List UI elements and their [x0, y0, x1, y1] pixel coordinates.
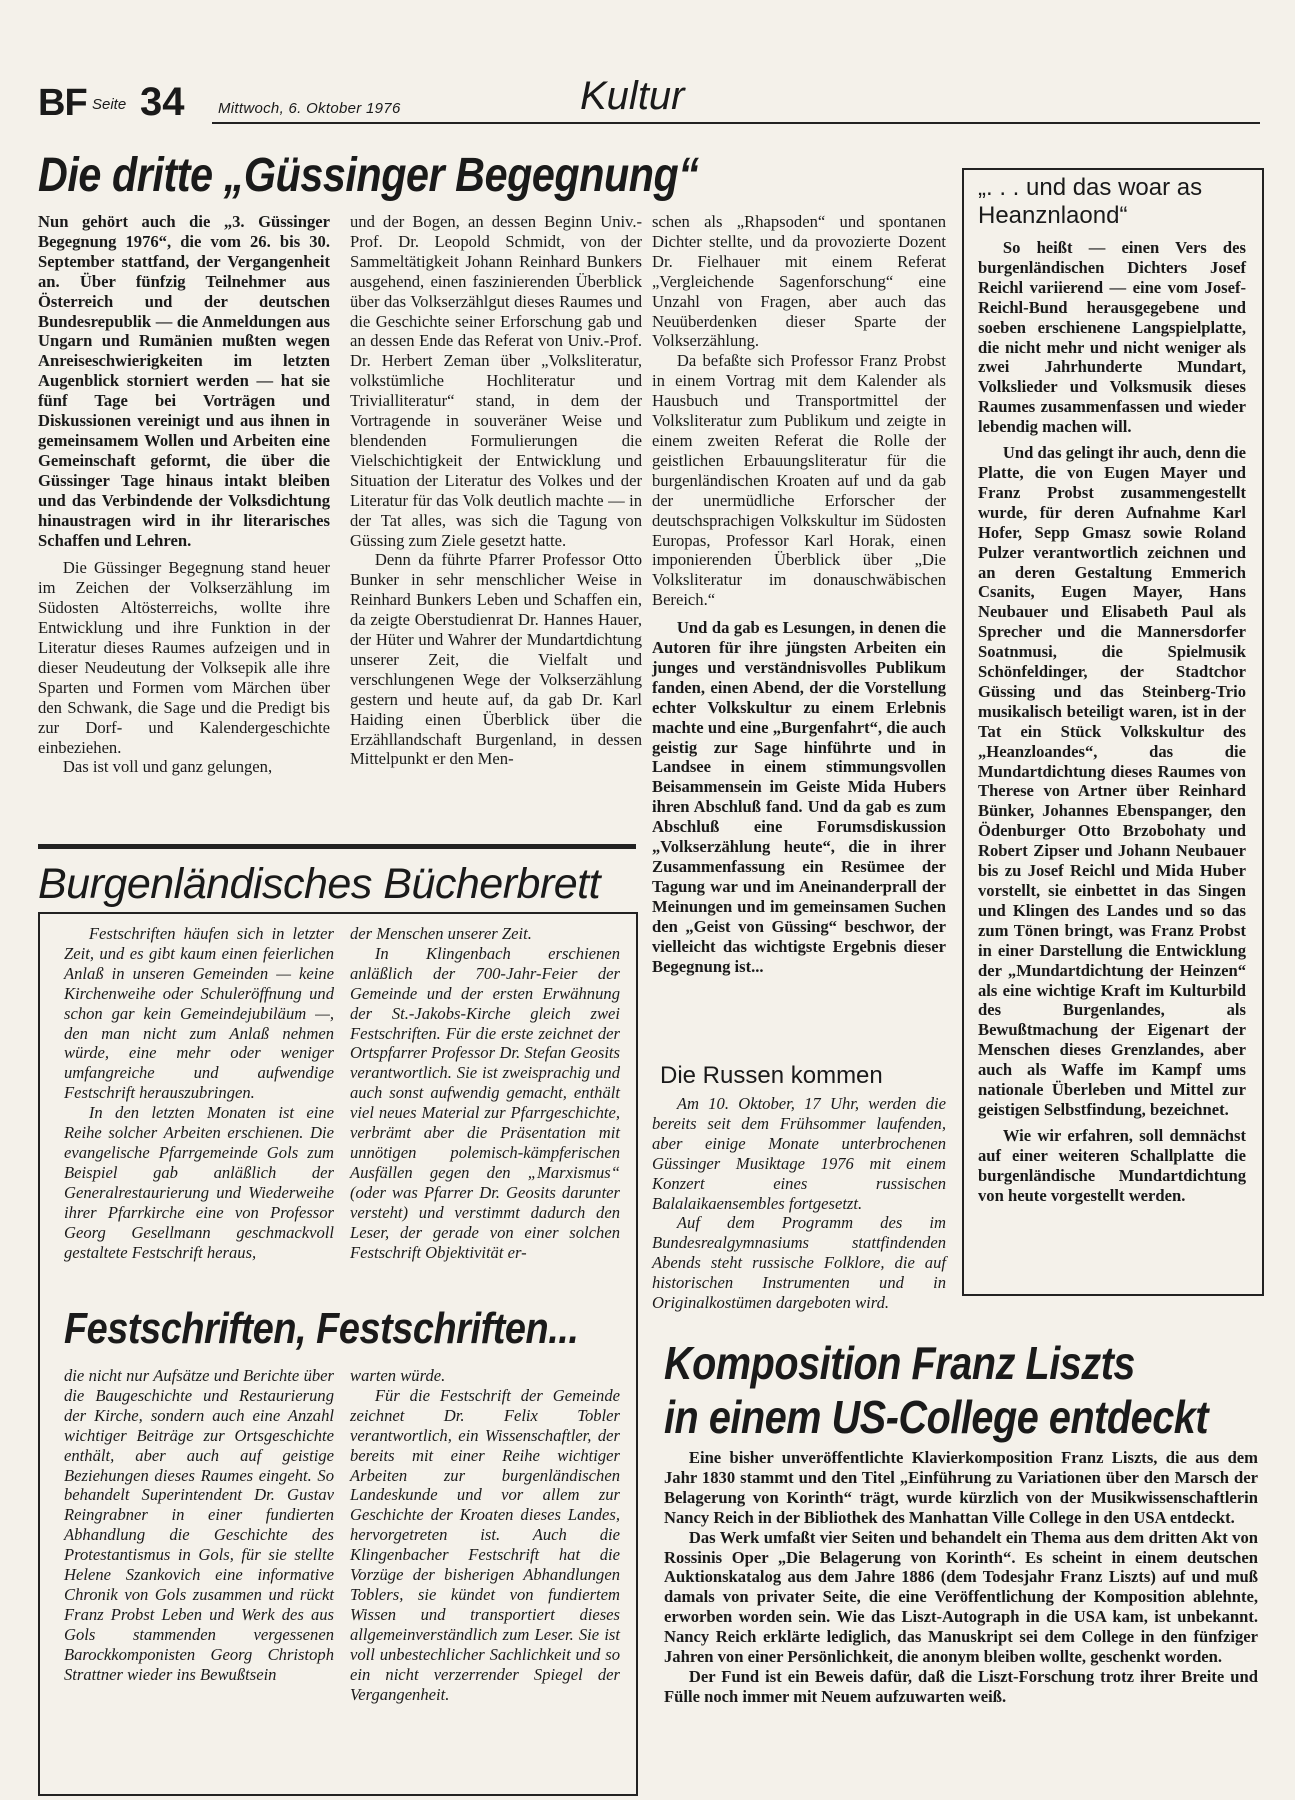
- article-paragraph: Der Fund ist ein Beweis dafür, daß die Liszt-Forschung trotz ihrer Breite und Fülle noch immer mit Neuem aufzuwarten weiß.: [664, 1666, 1258, 1706]
- article-lead: Nun gehört auch die „3. Güssinger Begegnung 1976“, die vom 26. bis 30. September stattfand, der Vergangenheit an. Über fünfzig Teilnehmer aus Österreich und der deutschen Bundesrepublik — die Anmeldungen aus Ungarn und Rumänien mußten wegen Anreiseschwierigkeiten im letzten Augenblick storniert werden — hat sie fünf Tage bei Vorträgen und Diskussionen vereinigt und aus ihnen in gemeinsamem Wollen und Arbeiten eine Gemeinschaft geformt, die über die Güssinger Tage hinaus intakt bleiben und das Verbindende der Volksdichtung hinaustragen wird in ihr literarisches Schaffen und Lehren.: [38, 212, 330, 550]
- buecherbrett-column-4: [350, 1366, 620, 1704]
- article-paragraph: Das ist voll und ganz gelungen,: [62, 757, 273, 777]
- article-paragraph: Festschriften häufen sich in letzter Zeit, und es gibt kaum einen feierlichen Anlaß in unseren Gemeinden — keine Kirchenweihe oder Schuleröffnung und schon gar kein Gemeindejubiläum —, den man nicht zum Anlaß nehmen würde, eine mehr oder weniger umfangreiche und aufwendige Festschrift herauszubringen.: [64, 924, 334, 1103]
- article-paragraph: Das Werk umfaßt vier Seiten und behandelt ein Thema aus dem dritten Akt von Rossinis Oper „Die Belagerung von Korinth“. Es scheint in einem deutschen Auktionskatalog aus dem Jahre 1886 (dem Todesjahr Franz Liszts) auf und muß damals von privater Seite, die eine Veröffentlichung der Komposition ablehnte, erworben worden sein. Wie das Liszt-Autograph in die USA kam, ist unbekannt. Nancy Reich erklärte lediglich, das Manuskript sei dem College in den fünfziger Jahren von einer Persönlichkeit, die anonym bleiben wollte, geschenkt worden.: [664, 1527, 1258, 1667]
- article-paragraph: Für die Festschrift der Gemeinde zeichnet Dr. Felix Tobler verantwortlich, ein Wissenschaftler, der bereits mit einer Reihe wichtiger Arbeiten zur burgenländischen Landeskunde und vor allem zur Geschichte der Kroaten dieses Landes, hervorgetreten ist. Auch die Klingenbacher Festschrift hat die Vorzüge der bisherigen Abhandlungen Toblers, sie kündet von fundiertem Wissen und transportiert dieses allgemeinverständlich zum Leser. Sie ist voll unbestechlicher Sachlichkeit und so ein nicht verzerrender Spiegel der Vergangenheit.: [350, 1385, 620, 1704]
- article-paragraph: So heißt — einen Vers des burgenländischen Dichters Josef Reichl variierend — eine vom Josef-Reichl-Bund herausgegebene und soeben erschienene Langspielplatte, die nicht mehr und nicht weniger als zwei Jahrhunderte Mundart, Volkslieder und Volksmusik dieses Raumes zusammenfassen und wieder lebendig machen will.: [978, 238, 1246, 437]
- article-column-3: [652, 212, 946, 976]
- article-paragraph: Auf dem Programm des im Bundesrealgymnasiums stattfindenden Abends steht russische Folklore, die auf historischen Instrumenten und in Originalkostümen dargeboten wird.: [652, 1213, 946, 1313]
- liszt-title-line-2: in einem US-College entdeckt: [664, 1391, 1209, 1443]
- heanzn-title: „. . . und das woar as Heanznlaond“: [978, 174, 1203, 229]
- article-paragraph: Die Güssinger Begegnung stand heuer im Zeichen der Volkserzählung im Südosten Altösterreichs, wollte ihre Entwicklung und ihre Funktion in der Literatur dieses Raumes aufzeigen und in dieser Neudeutung der Volksepik alle ihre Sparten und Formen vom Märchen über den Schwank, die Sage und die Predigt bis zur Dorf- und Kalendergeschichte einbeziehen.: [38, 558, 330, 757]
- article-column-2: [350, 212, 642, 769]
- article-column-1: [38, 212, 330, 777]
- buecherbrett-column-3: [64, 1366, 334, 1685]
- buecherbrett-column-2: [350, 924, 620, 1262]
- page-number: 34: [140, 80, 185, 124]
- article-paragraph: In den letzten Monaten ist eine Reihe solcher Arbeiten erschienen. Die evangelische Pfarrgemeinde Gols zum Beispiel gab anläßlich der Generalrestaurierung und Wiederweihe ihrer Pfarrkirche eine von Professor Georg Gesellmann geschmackvoll gestaltete Festschrift heraus,: [64, 1103, 334, 1262]
- article-paragraph: Und da gab es Lesungen, in denen die Autoren für ihre jüngsten Arbeiten ein junges und verständnisvolles Publikum fanden, einen Abend, der die Vorstellung echter Volkskultur zu einem Erlebnis machte und eine „Burgenfahrt“, die auch geistig zur Sage hinführte und in Landsee in einem stimmungsvollen Beisammensein im Geiste Mida Hubers ihren Abschluß fand. Und da gab es zum Abschluß eine Forumsdiskussion „Volkserzählung heute“, die in ihrer Zusammenfassung ein Resümee der Tagung war und im Aneinanderprall der Meinungen und im gemeinsamen Suchen den „Geist von Güssing“ beschwor, der vielleicht das wichtigste Ergebnis dieser Begegnung ist...: [652, 618, 946, 976]
- buecherbrett-title: Burgenländisches Bücherbrett: [38, 860, 601, 908]
- section-rule: [38, 844, 636, 849]
- article-paragraph: schen als „Rhapsoden“ und spontanen Dichter stellte, und da provozierte Dozent Dr. Fielhauer mit einem Referat „Vergleichende Sagenforschung“ eine Unzahl von Fragen, aber auch das Neuüberdenken dieser Sparte der Volkserzählung.: [652, 212, 946, 351]
- russen-title: Die Russen kommen: [660, 1062, 883, 1089]
- page-label: Seite: [92, 96, 127, 113]
- article-paragraph: und der Bogen, an dessen Beginn Univ.-Prof. Dr. Leopold Schmidt, von der Sammeltätigkeit Johann Reinhard Bunkers ausgehend, einen faszinierenden Überblick über das Volkserzählgut dieses Raumes und die Geschichte seiner Erforschung gab und an dessen Ende das Referat von Univ.-Prof. Dr. Herbert Zeman über „Volksliteratur, volkstümliche Hochliteratur und Trivialliteratur“ stand, in dem der Vortragende in souveräner Weise und blendenden Formulierungen die Vielschichtigkeit der Entwicklung und Situation der Literatur des Volkes und der Literatur für das Volk deutlich machte — in der Tat alles, was sich die Tagung von Güssing zum Ziele gesetzt hatte.: [350, 212, 642, 550]
- article-paragraph: In Klingenbach erschienen anläßlich der 700-Jahr-Feier der Gemeinde und der ersten Erwähnung der St.-Jakobs-Kirche gleich zwei Festschriften. Für die erste zeichnet der Ortspfarrer Professor Dr. Stefan Geosits verantwortlich. Sie ist zweisprachig und auch sonst aufwendig gemacht, enthält viel neues Material zur Pfarrgeschichte, verbrämt aber die Präsentation mit unnötigen polemisch-kämpferischen Ausfällen gegen den „Marxismus“ (oder was Pfarrer Dr. Geosits darunter versteht) und verstimmt dadurch den Leser, der gerade von einer solchen Festschrift Objektivität er-: [350, 943, 620, 1262]
- article-paragraph: die nicht nur Aufsätze und Berichte über die Baugeschichte und Restaurierung der Kirche, sondern auch eine Anzahl wichtiger Beiträge zur Ortsgeschichte enthält, aber auch auf geistige Beziehungen dieses Raumes eingeht. So behandelt Superintendent Dr. Gustav Reingrabner in einer fundierten Abhandlung die Geschichte des Protestantismus in Gols, für sie stellte Helene Szankovich eine informative Chronik von Gols zusammen und rückt Franz Probst Leben und Werk des aus Gols stammenden vergessenen Barockkomponisten Georg Christoph Strattner wieder ins Bewußtsein: [64, 1366, 334, 1684]
- header-rule: [212, 122, 1260, 124]
- article-paragraph: Da befaßte sich Professor Franz Probst in einem Vortrag mit dem Kalender als Hausbuch und Transportmittel der Volksliteratur zum Publikum und zeigte in einem zweiten Referat die Rolle der geistlichen Erbauungsliteratur für die burgenländischen Kroaten auf und da gab der unermüdliche Erforscher der deutschsprachigen Volkskultur im Südosten Europas, Professor Karl Horak, einen imponierenden Überblick über „Die Volksliteratur im donauschwäbischen Bereich.“: [652, 351, 946, 610]
- festschriften-title: Festschriften, Festschriften...: [64, 1304, 579, 1353]
- article-title-guessing: Die dritte „Güssinger Begegnung“: [38, 149, 699, 202]
- heanzn-text: [978, 238, 1246, 1206]
- liszt-title: [664, 1336, 1208, 1444]
- newspaper-logo: BF: [38, 82, 87, 124]
- article-paragraph: Am 10. Oktober, 17 Uhr, werden die bereits seit dem Frühsommer laufenden, aber einige Monate unterbrochenen Güssinger Musiktage 1976 mit einem Konzert eines russischen Balalaikaensembles fortgesetzt.: [652, 1094, 946, 1213]
- article-paragraph: der Menschen unserer Zeit.: [350, 924, 532, 943]
- liszt-title-line-1: Komposition Franz Liszts: [664, 1337, 1136, 1389]
- article-paragraph: Und das gelingt ihr auch, denn die Platte, die von Eugen Mayer und Franz Probst zusammengestellt wurde, für deren Aufnahme Karl Hofer, Sepp Gmasz sowie Roland Pulzer verantwortlich zeichnen und an deren Gestaltung Emmerich Csanits, Eugen Mayer, Hans Neubauer und Elisabeth Paul als Sprecher und die Mannersdorfer Soatnmusi, die Spielmusik Schönfeldinger, der Stadtchor Güssing und das Steinberg-Trio musikalisch beteiligt waren, ist in der Tat ein Stück Volkskultur des „Heanzloandes“, das die Mundartdichtung dieses Raumes von Therese von Artner über Reinhard Bünker, Johannes Ebenspanger, den Ödenburger Otto Brzobohaty und Robert Zipser und Johann Neubauer bis zu Josef Reichl und Mida Huber vorstellt, sie einbettet in das Singen und Klingen des Landes und so das zum Tönen bringt, was Franz Probst in einer Darstellung die Entwicklung der „Mundartdichtung der Heinzen“ als eine wichtige Kraft im Kulturbild des Burgenlandes, als Bewußtmachung der Eigenart der Menschen dieses Grenzlandes, aber auch als Waffe im Kampf ums nationale Überleben und Mittel zur geistigen Selbstfindung, bezeichnet.: [978, 443, 1246, 1119]
- article-paragraph: Eine bisher unveröffentlichte Klavierkomposition Franz Liszts, die aus dem Jahr 1830 stammt und den Titel „Einführung zu Variationen über den Marsch der Belagerung von Korinth“ trägt, wurde kürzlich von der Musikwissenschaftlerin Nancy Reich in der Bibliothek des Manhattan Ville College in den USA entdeckt.: [664, 1448, 1258, 1527]
- buecherbrett-column-1: [64, 924, 334, 1262]
- article-paragraph: warten würde.: [350, 1366, 446, 1385]
- section-title: Kultur: [580, 74, 685, 118]
- liszt-text: [664, 1448, 1258, 1707]
- issue-date: Mittwoch, 6. Oktober 1976: [218, 100, 401, 117]
- russen-text: [652, 1094, 946, 1313]
- article-paragraph: Denn da führte Pfarrer Professor Otto Bunker in sehr menschlicher Weise in Reinhard Bunkers Leben und Schaffen ein, da zeigte Oberstudienrat Dr. Hannes Hauer, der Hüter und Wahrer der Mundartdichtung unserer Zeit, die Vielfalt und verschlungenen Wege der Volkserzählung gestern und heute auf, da gab Dr. Karl Haiding einen Überblick über die Erzähllandschaft Burgenland, in dessen Mittelpunkt er den Men-: [350, 550, 642, 769]
- article-paragraph: Wie wir erfahren, soll demnächst auf einer weiteren Schallplatte die burgenländische Mundartdichtung von heute vorgestellt werden.: [978, 1125, 1246, 1205]
